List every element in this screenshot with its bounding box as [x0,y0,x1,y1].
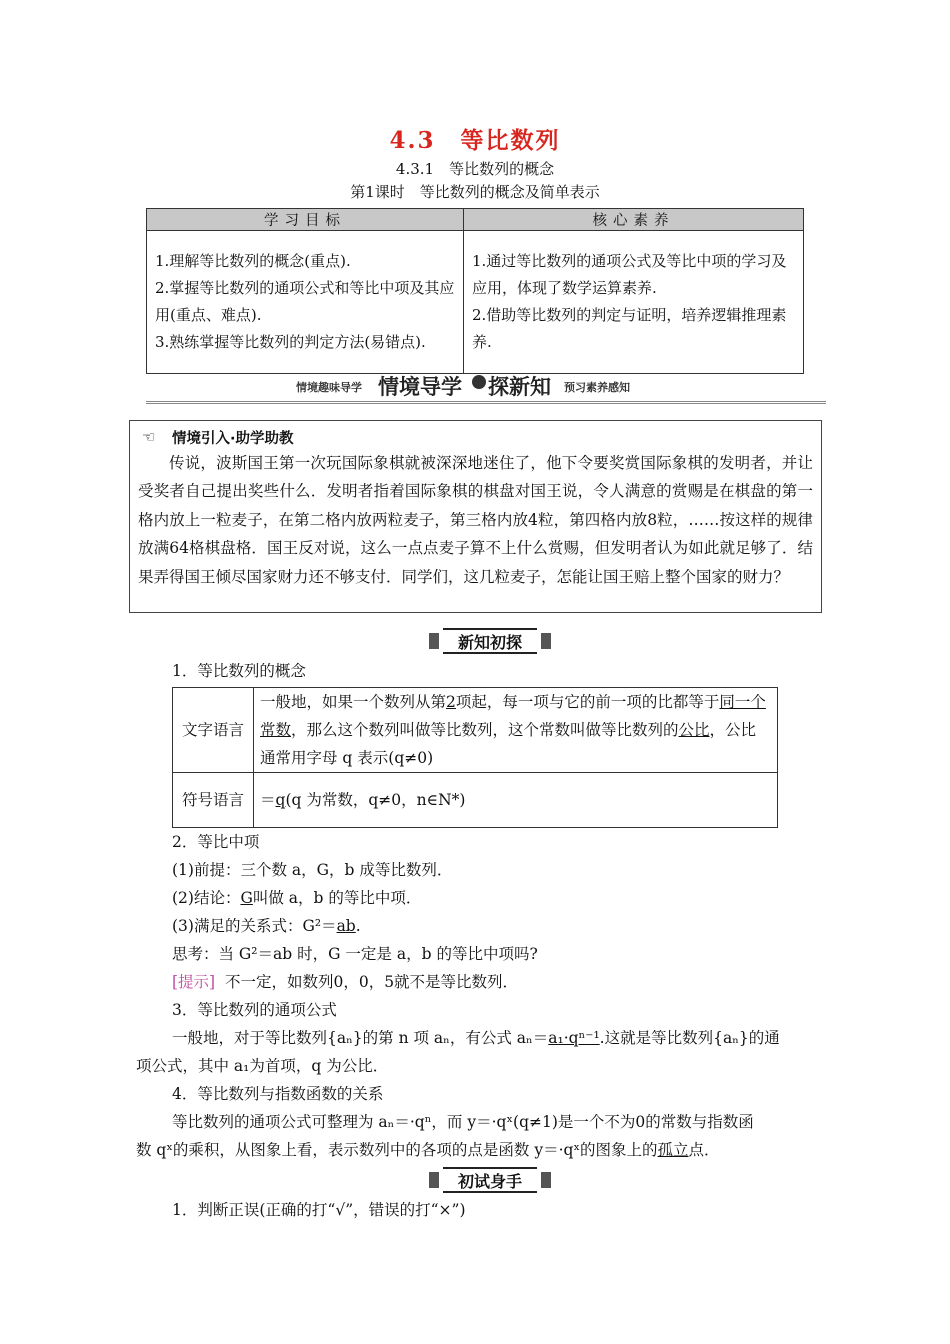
blank-answer: 孤立 [657,1141,689,1159]
text: (3)满足的关系式：G²＝ [172,917,337,935]
concept-text: ，公比通常用字母 q 表示(q≠0) [260,721,757,767]
literacy-item: 1.通过等比数列的通项公式及等比中项的学习及应用，体现了数学运算素养. [472,252,787,297]
s2-conclusion [172,886,421,908]
text: 数 qˣ的乘积，从图象上看，表示数列中的各项的点是函数 y＝·qˣ的图象上的 [136,1141,658,1159]
section-banner [146,371,826,404]
s1-title: 1．等比数列的概念 [172,662,306,680]
main-title: 4.3 等比数列 [389,127,561,154]
concept-table [172,687,778,828]
concept-text: 一般地，如果一个数列从第 [260,693,447,711]
concept-symbol-cell [254,773,778,828]
banner-arrow-icon [472,375,486,389]
goal-item: 3.熟练掌握等比数列的判定方法(易错点). [155,333,426,351]
banner-left-label: 情境趣味导学 [296,381,362,394]
concept-text: 项起，每一项与它的前一项的比都等于 [455,693,720,711]
goals-table [146,208,804,374]
goals-header: 学习目标 [147,209,464,231]
banner-title-left: 情境导学 [378,375,462,399]
text: (2)结论： [172,889,241,907]
s4-line2 [136,1138,720,1160]
exercise-1: 1．判断正误(正确的打“√”，错误的打“×”) [172,1201,466,1219]
s3-line2: 项公式，其中 a₁为首项，q 为公比． [136,1057,389,1075]
concept-text-cell [254,688,778,773]
blank-answer: G [240,889,253,907]
s2-premise: (1)前提：三个数 a，G，b 成等比数列． [172,861,453,879]
goals-cell [147,231,464,374]
section-tag-new-label: 新知初探 [457,633,522,652]
text: 叫做 a，b 的等比中项． [252,889,422,907]
handshake-icon: ☜ [142,428,156,446]
blank-answer: a₁·qⁿ⁻¹ [548,1029,600,1047]
hint-text: 不一定，如数列0，0，5就不是等比数列． [224,973,519,991]
text: 一般地，对于等比数列{aₙ}的第 n 项 aₙ，有公式 aₙ＝ [172,1029,549,1047]
blank-answer: 公比 [678,721,710,739]
literacy-header: 核心素养 [464,209,804,231]
banner-title-right: 探新知 [488,375,551,399]
s3-line1 [172,1026,780,1048]
concept-label-symbol: 符号语言 [173,773,254,828]
lesson-title: 第1课时 等比数列的概念及简单表示 [350,183,600,201]
concept-label-text: 文字语言 [173,688,254,773]
goal-item: 2.掌握等比数列的通项公式和等比中项及其应用(重点、难点). [155,279,455,324]
blank-answer: 同一个常数 [260,693,766,739]
text: . [355,917,361,935]
text: 点． [688,1141,720,1159]
s2-hint [172,970,518,992]
intro-heading: 情境引入·助学助教 [172,431,294,447]
goal-item: 1.理解等比数列的概念(重点). [155,252,351,270]
literacy-item: 2.借助等比数列的判定与证明，培养逻辑推理素养. [472,306,787,351]
section-tag-new [443,628,537,654]
sub-title: 4.3.1 等比数列的概念 [395,160,555,178]
blank-answer: 2 [446,693,456,711]
section-tag-try-label: 初试身手 [457,1172,522,1191]
banner-right-label: 预习素养感知 [564,381,630,394]
intro-box [129,420,822,613]
text: .这就是等比数列{aₙ}的通 [599,1029,780,1047]
section-tag-try [443,1167,537,1193]
s3-title: 3．等比数列的通项公式 [172,1001,337,1019]
blank-answer: ab [336,917,356,935]
blank-answer: q [275,791,286,809]
concept-text: ，那么这个数列叫做等比数列，这个常数叫做等比数列的 [291,721,679,739]
symbol-text: (q 为常数，q≠0，n∈N*) [285,791,466,809]
literacy-cell [464,231,804,374]
s4-title: 4．等比数列与指数函数的关系 [172,1085,384,1103]
hint-label: [提示] [172,973,216,991]
s2-title: 2．等比中项 [172,833,260,851]
s4-line1: 等比数列的通项公式可整理为 aₙ＝·qⁿ，而 y＝·qˣ(q≠1)是一个不为0的常数与指数函 [172,1113,754,1131]
s2-relation [172,914,361,936]
s2-think: 思考：当 G²＝ab 时，G 一定是 a，b 的等比中项吗? [172,945,538,963]
symbol-text: ＝ [260,791,276,809]
intro-text: 传说，波斯国王第一次玩国际象棋就被深深地迷住了，他下令要奖赏国际象棋的发明者，并让受奖者自己提出奖些什么．发明者指着国际象棋的棋盘对国王说，令人满意的赏赐是在棋盘的第一格内放上一粒麦子，在第二格内放两粒麦子，第三格内放4粒，第四格内放8粒，……按这样的规律放满64格棋盘格．国王反对说，这么一点点麦子算不上什么赏赐，但发明者认为如此就足够了．结果弄得国王倾尽国家财力还不够支付．同学们，这几粒麦子，怎能让国王赔上整个国家的财力？ [138,454,813,586]
